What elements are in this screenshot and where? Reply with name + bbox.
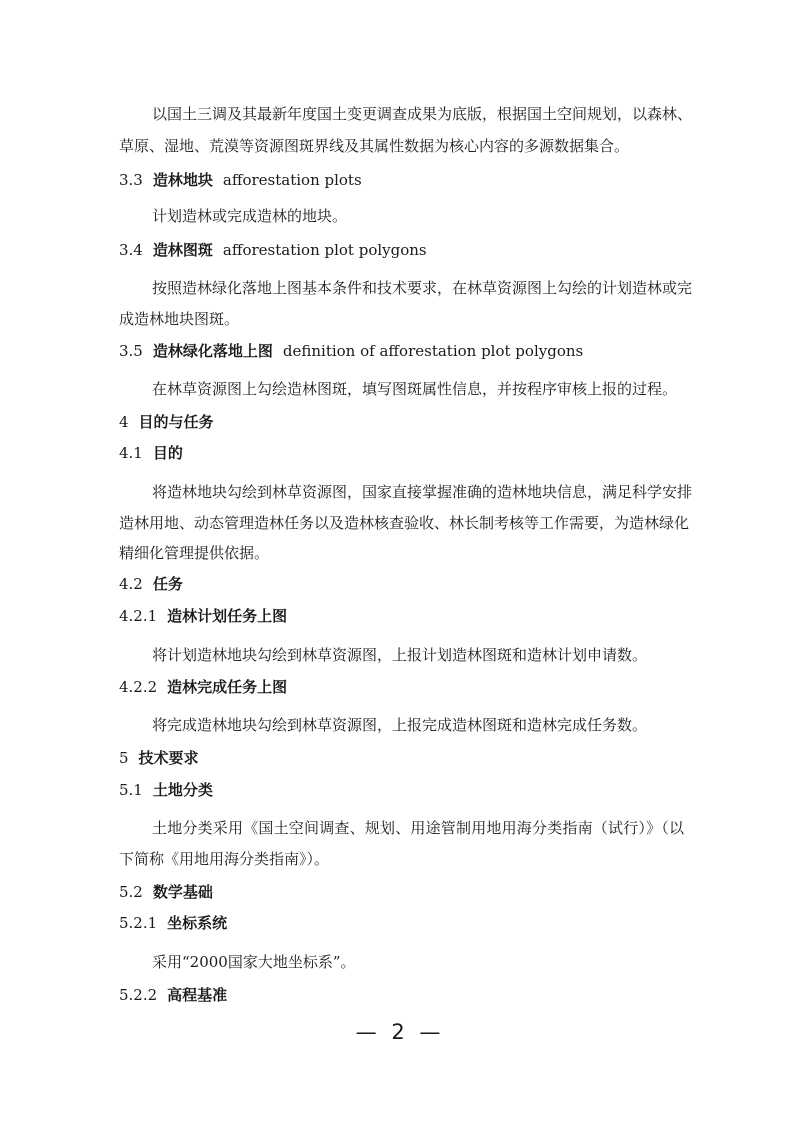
- section-title-en: definition of afforestation plot polygons: [282, 342, 584, 360]
- section-heading-4-2-1: [119, 606, 287, 626]
- section-heading-4: [119, 412, 214, 432]
- section-number: 4.2: [119, 575, 143, 593]
- section-title-zh: 土地分类: [152, 781, 213, 799]
- section-number: 4: [119, 413, 129, 431]
- paragraph-line: 下简称《用地用海分类指南》）。: [119, 850, 330, 868]
- paragraph-line: 以国土三调及其最新年度国土变更调查成果为底版，根据国土空间规划，以森林、: [152, 105, 693, 123]
- section-title-en: afforestation plot polygons: [222, 241, 427, 259]
- paragraph-line: 将计划造林地块勾绘到林草资源图，上报计划造林图斑和造林计划申请数。: [152, 646, 648, 664]
- section-heading-3-5: [119, 341, 583, 361]
- section-number: 3.4: [119, 241, 143, 259]
- paragraph-line: 造林用地、动态管理造林任务以及造林核查验收、林长制考核等工作需要，为造林绿化: [119, 514, 690, 532]
- section-heading-3-4: [119, 240, 427, 260]
- section-title-zh: 技术要求: [138, 749, 199, 767]
- paragraph-line: 草原、湿地、荒漠等资源图斑界线及其属性数据为核心内容的多源数据集合。: [119, 137, 630, 155]
- section-number: 4.1: [119, 444, 143, 462]
- paragraph-line: 将造林地块勾绘到林草资源图，国家直接掌握准确的造林地块信息，满足科学安排: [152, 483, 693, 501]
- section-heading-5-1: [119, 780, 213, 800]
- section-title-zh: 造林完成任务上图: [167, 678, 288, 696]
- section-heading-4-1: [119, 443, 183, 463]
- section-title-zh: 目的与任务: [138, 413, 214, 431]
- section-title-en: afforestation plots: [222, 171, 362, 189]
- section-title-zh: 造林地块: [152, 171, 213, 189]
- section-number: 5.1: [119, 781, 143, 799]
- section-heading-4-2-2: [119, 677, 287, 697]
- section-heading-5-2-2: [119, 985, 227, 1005]
- section-number: 5.2.1: [119, 914, 158, 932]
- paragraph-line: 按照造林绿化落地上图基本条件和技术要求，在林草资源图上勾绘的计划造林或完: [152, 279, 693, 297]
- section-number: 3.5: [119, 342, 143, 360]
- section-heading-5-2: [119, 882, 213, 902]
- page-number: — 2 —: [355, 1020, 445, 1044]
- paragraph-line: 在林草资源图上勾绘造林图斑，填写图斑属性信息，并按程序审核上报的过程。: [152, 380, 678, 398]
- section-number: 5.2.2: [119, 986, 158, 1004]
- section-number: 5.2: [119, 883, 143, 901]
- section-heading-3-3: [119, 170, 362, 190]
- section-title-zh: 高程基准: [167, 986, 228, 1004]
- section-title-zh: 造林绿化落地上图: [152, 342, 273, 360]
- section-title-zh: 目的: [152, 444, 183, 462]
- section-number: 5: [119, 749, 129, 767]
- section-title-zh: 数学基础: [152, 883, 213, 901]
- section-heading-4-2: [119, 574, 183, 594]
- section-heading-5-2-1: [119, 913, 227, 933]
- paragraph-line: 精细化管理提供依据。: [119, 544, 270, 562]
- section-title-zh: 任务: [152, 575, 183, 593]
- section-title-zh: 造林图斑: [152, 241, 213, 259]
- section-number: 4.2.1: [119, 607, 158, 625]
- section-heading-5: [119, 748, 199, 768]
- section-number: 4.2.2: [119, 678, 158, 696]
- section-title-zh: 坐标系统: [167, 914, 228, 932]
- section-number: 3.3: [119, 171, 143, 189]
- paragraph-line: 将完成造林地块勾绘到林草资源图，上报完成造林图斑和造林完成任务数。: [152, 716, 648, 734]
- section-title-zh: 造林计划任务上图: [167, 607, 288, 625]
- paragraph-line: 成造林地块图斑。: [119, 310, 240, 328]
- paragraph-line: 采用“2000国家大地坐标系”。: [152, 953, 356, 971]
- paragraph-line: 计划造林或完成造林的地块。: [152, 207, 348, 225]
- paragraph-line: 土地分类采用《国土空间调查、规划、用途管制用地用海分类指南（试行）》（以: [152, 819, 684, 837]
